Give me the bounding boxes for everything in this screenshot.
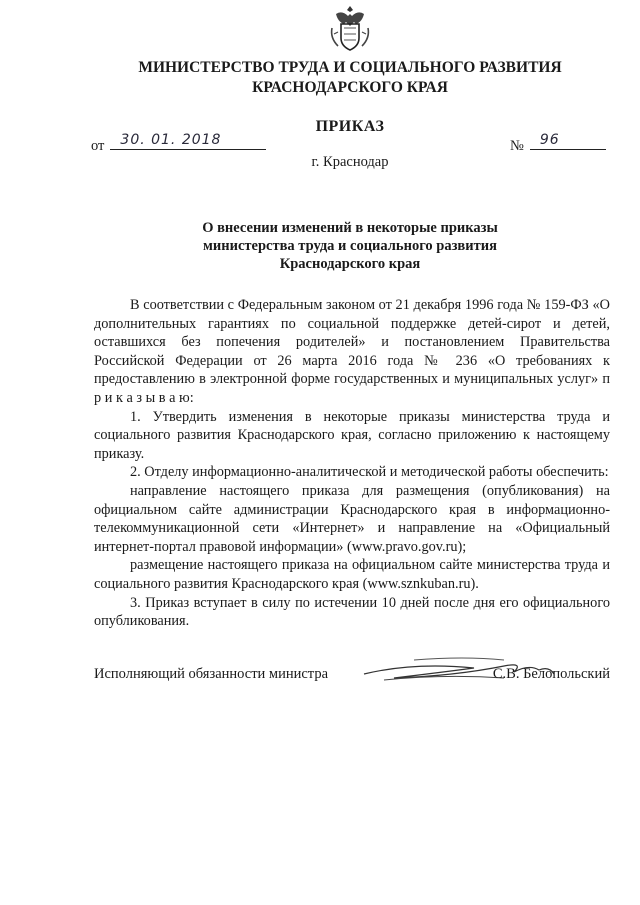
paragraph-item-2: 2. Отделу информационно-аналитической и методической работы обеспечить: (130, 464, 609, 481)
date-value: 30. 01. 2018 (120, 132, 222, 148)
ministry-line-1: МИНИСТЕРСТВО ТРУДА И СОЦИАЛЬНОГО РАЗВИТИЯ (138, 59, 562, 76)
signatory-name: С.В. Белопольский (492, 666, 610, 682)
number-value: 96 (539, 132, 560, 148)
document-body (94, 296, 610, 631)
paragraph-preamble: В соответствии с Федеральным законом от 21 декабря 1996 года № 159-ФЗ «О дополнительных гарантиях по социальной поддержке детей-сирот и детей, оставшихся без попечения родителей» и постановлением Правительства Российской Федерации от 26 марта 2016 года № 236 «О требованиях к предоставлению в электронной форме государственных и муниципальных услуг» п р и к а з ы в а ю: (94, 297, 610, 406)
date-label: от (91, 138, 105, 154)
document-type: ПРИКАЗ (315, 118, 385, 135)
document-subject (0, 219, 640, 273)
subject-line-3: Краснодарского края (279, 256, 421, 272)
ministry-name (0, 58, 640, 98)
date-underline (110, 132, 266, 150)
ministry-line-2: КРАСНОДАРСКОГО КРАЯ (252, 79, 448, 96)
city: г. Краснодар (311, 154, 389, 170)
signatory-position: Исполняющий обязанности министра (94, 666, 329, 682)
paragraph-item-2-sub-1: направление настоящего приказа для размещения (опубликования) на официальном сайте администрации Краснодарского края в информационно-телекоммуникационной сети «Интернет» и направление на «Официальный интернет-портал правовой информации» (www.pravo.gov.ru); (94, 482, 610, 555)
paragraph-item-2-sub-2: размещение настоящего приказа на официальном сайте министерства труда и социального развития Краснодарского края (www.sznkuban.ru). (94, 557, 610, 592)
date-field (91, 132, 266, 155)
subject-line-2: министерства труда и социального развития (203, 238, 497, 254)
paragraph-item-3: 3. Приказ вступает в силу по истечении 10 дней после дня его официального опубликования. (94, 594, 610, 630)
number-label: № (510, 138, 524, 154)
coat-of-arms-icon (328, 4, 372, 52)
number-field (510, 132, 606, 155)
subject-line-1: О внесении изменений в некоторые приказы (202, 220, 498, 236)
paragraph-item-1: 1. Утвердить изменения в некоторые приказы министерства труда и социального развития Краснодарского края, согласно приложению к настоящему приказу. (94, 408, 610, 462)
number-underline (530, 132, 606, 150)
